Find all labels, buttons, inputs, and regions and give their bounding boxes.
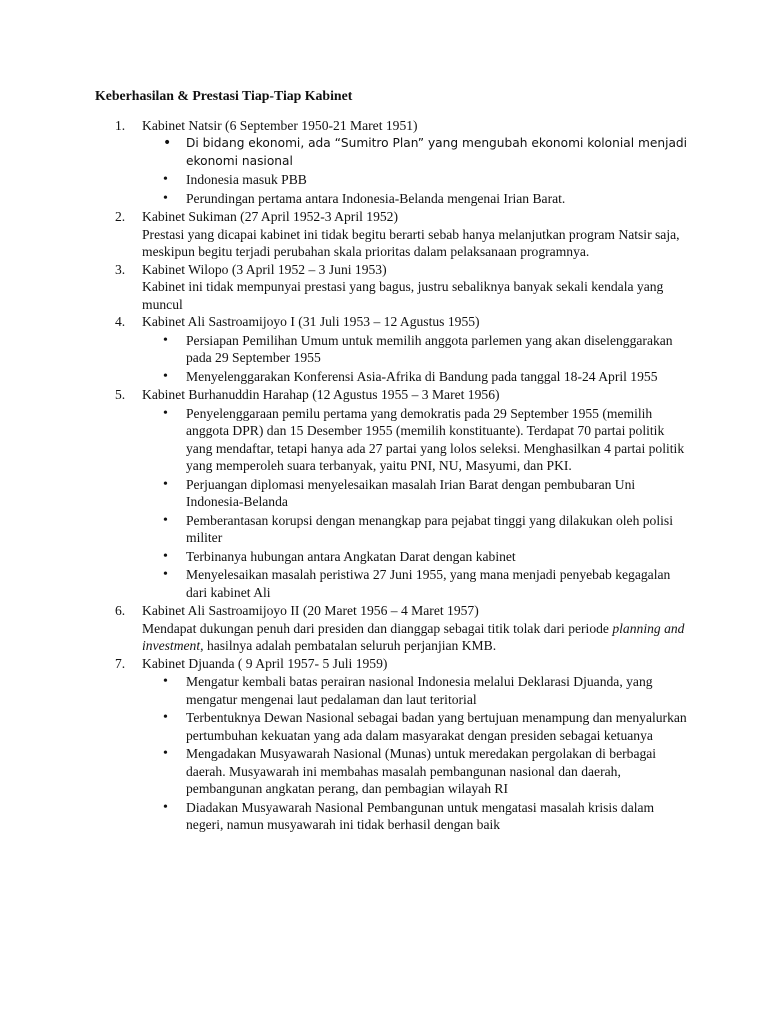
item-number: 1. [115, 117, 126, 133]
item-number: 2. [115, 209, 126, 224]
cabinet-heading: Kabinet Ali Sastroamijoyo II (20 Maret 1956 – 4 Maret 1957) [142, 603, 479, 618]
achievement-item: • Terbinanya hubungan antara Angkatan Darat dengan kabinet [142, 548, 688, 566]
cabinet-item-ali-2 [95, 602, 688, 655]
document-title: Keberhasilan & Prestasi Tiap-Tiap Kabinet [95, 88, 353, 103]
cabinet-list [95, 117, 688, 834]
description-text: , hasilnya adalah pembatalan seluruh perjanjian KMB. [200, 638, 497, 653]
achievement-item: • Diadakan Musyawarah Nasional Pembangunan untuk mengatasi masalah krisis dalam negeri, namun musyawarah ini tidak berhasil dengan baik [142, 799, 688, 834]
achievement-item: • Mengatur kembali batas perairan nasional Indonesia melalui Deklarasi Djuanda, yang mengatur mengenai laut pedalaman dan laut teritorial [142, 673, 688, 708]
achievement-item: • Penyelenggaraan pemilu pertama yang demokratis pada 29 September 1955 (memilih anggota DPR) dan 15 Desember 1955 (memilih konstituante). Terdapat 70 partai politik yang mendaftar, tetapi hanya ada 27 partai yang lolos seleksi. Menghasilkan 4 partai politik yang memperoleh suara terbanyak, yaitu PNI, NU, Masyumi, dan PKI. [142, 405, 688, 475]
cabinet-description [142, 620, 688, 655]
achievement-item: • Mengadakan Musyawarah Nasional (Munas) untuk meredakan pergolakan di berbagai daerah. Musyawarah ini membahas masalah pembangunan nasional dan daerah, pembangunan angkatan perang, dan pembagian wilayah RI [142, 745, 688, 798]
achievement-item: • Indonesia masuk PBB [142, 171, 688, 189]
achievement-list [142, 673, 688, 834]
item-number: 7. [115, 655, 126, 671]
item-number: 3. [115, 261, 126, 277]
achievement-item: • Di bidang ekonomi, ada “Sumitro Plan” yang mengubah ekonomi kolonial menjadi ekonomi nasional [142, 135, 688, 170]
cabinet-heading: Kabinet Djuanda ( 9 April 1957- 5 Juli 1959) [142, 655, 388, 671]
item-number: 4. [115, 314, 126, 329]
cabinet-item-wilopo [95, 261, 688, 314]
cabinet-item-ali-1 [95, 313, 688, 385]
achievement-item: • Pemberantasan korupsi dengan menangkap para pejabat tinggi yang dilakukan oleh polisi militer [142, 512, 688, 547]
achievement-item: • Menyelenggarakan Konferensi Asia-Afrika di Bandung pada tanggal 18-24 April 1955 [142, 368, 688, 386]
achievement-item: • Menyelesaikan masalah peristiwa 27 Juni 1955, yang mana menjadi penyebab kegagalan dari kabinet Ali [142, 566, 688, 601]
achievement-item: • Perjuangan diplomasi menyelesaikan masalah Irian Barat dengan pembubaran Uni Indonesia-Belanda [142, 476, 688, 511]
achievement-item: • Perundingan pertama antara Indonesia-Belanda mengenai Irian Barat. [142, 190, 688, 208]
description-italic-term: planning and investment [142, 620, 685, 653]
cabinet-heading: Kabinet Burhanuddin Harahap (12 Agustus 1955 – 3 Maret 1956) [142, 387, 500, 402]
cabinet-heading: Kabinet Ali Sastroamijoyo I (31 Juli 1953 – 12 Agustus 1955) [142, 314, 480, 329]
achievement-list [142, 405, 688, 602]
item-number: 6. [115, 603, 126, 618]
cabinet-heading: Kabinet Sukiman (27 April 1952-3 April 1952) [142, 209, 398, 224]
achievement-item: • Terbentuknya Dewan Nasional sebagai badan yang bertujuan menampung dan menyalurkan pertumbuhan kekuatan yang ada dalam masyarakat dengan presiden sebagai ketuanya [142, 709, 688, 744]
achievement-list [142, 135, 688, 207]
achievement-item: • Persiapan Pemilihan Umum untuk memilih anggota parlemen yang akan diselenggarakan pada 29 September 1955 [142, 332, 688, 367]
item-number: 5. [115, 387, 126, 402]
cabinet-heading: Kabinet Wilopo (3 April 1952 – 3 Juni 1953) [142, 261, 387, 277]
cabinet-item-natsir [95, 117, 688, 208]
cabinet-description: Prestasi yang dicapai kabinet ini tidak begitu berarti sebab hanya melanjutkan program Natsir saja, meskipun begitu terjadi perubahan skala prioritas dalam pelaksanaan programnya. [142, 226, 680, 259]
achievement-list [142, 332, 688, 386]
description-text: Mendapat dukungan penuh dari presiden dan dianggap sebagai titik tolak dari periode [142, 620, 613, 636]
cabinet-description: Kabinet ini tidak mempunyai prestasi yang bagus, justru sebaliknya banyak sekali kendala yang muncul [142, 279, 664, 312]
cabinet-item-sukiman [95, 208, 688, 261]
cabinet-item-djuanda [95, 655, 688, 834]
cabinet-item-burhanuddin [95, 386, 688, 601]
cabinet-heading: Kabinet Natsir (6 September 1950-21 Maret 1951) [142, 117, 418, 133]
